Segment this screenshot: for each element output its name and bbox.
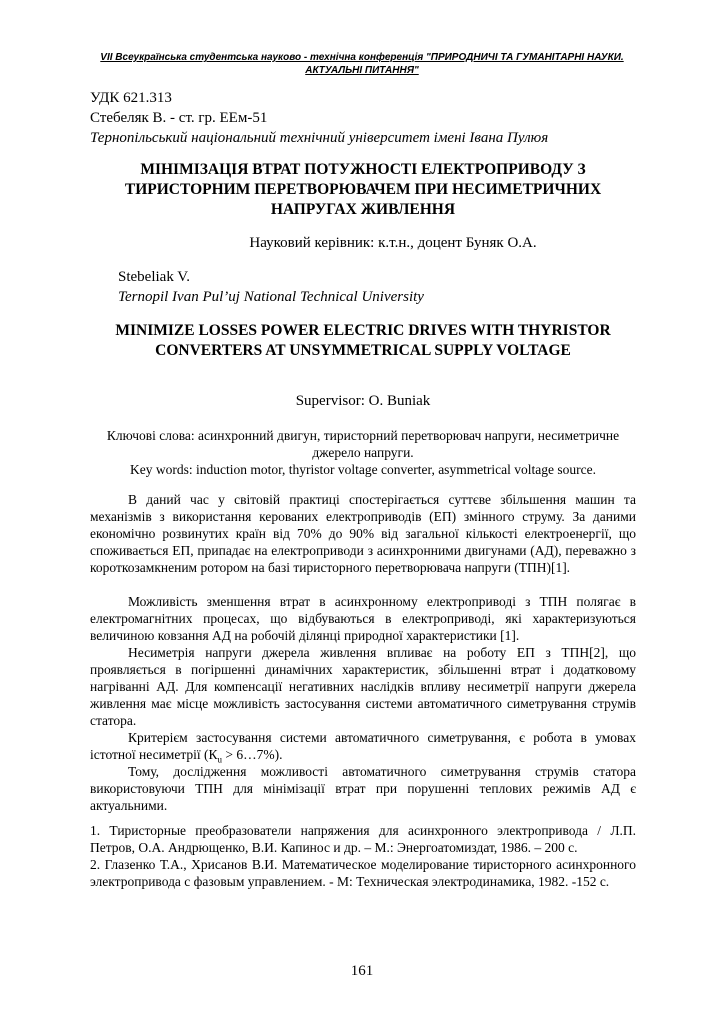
criterion-tail: > 6…7%). [222,747,283,762]
author-ua: Стебеляк В. - ст. гр. ЕЕм-51 [90,110,268,126]
keywords-en: Key words: induction motor, thyristor voltage converter, asymmetrical voltage source. [129,462,597,477]
supervisor-en: Supervisor: O. Buniak [295,393,431,409]
page-number: 161 [350,963,374,979]
body-paragraph: Несиметрія напруги джерела живлення впливає на роботу ЕП з ТПН[2], що проявляється в погіршенні динамічних характеристик, збільшенні втрат і додатковому нагріванні АД. Для компенсації негативних наслідків впливу несиметрії напруги джерела живлення має місце можливість застосування системи автоматичного симетрування струмів статора. [90,645,636,728]
body-paragraph: Тому, дослідження можливості автоматичного симетрування струмів статора використовуючи ТПН для мінімізації втрат при порушенні теплових режимів АД є актуальними. [90,764,636,813]
affiliation-ua: Тернопільський національний технічний університет імені Івана Пулюя [90,130,549,146]
body-paragraph: Можливість зменшення втрат в асинхронному електроприводі з ТПН полягає в електромагнітних процесах, що відбуваються в електроприводі, які характеризуються величиною ковзання АД на робочій ділянці природної характеристики [1]. [90,594,636,643]
affiliation-en: Ternopil Ivan Pul’uj National Technical University [118,289,424,305]
udk-code: УДК 621.313 [90,90,172,106]
body-paragraph: В даний час у світовій практиці спостерігається суттєве збільшення машин та механізмів з використання керованих електроприводів (ЕП) змінного струму. За даними економічно розвинутих країн від 70% до 90% від загальної кількості електроенергії, що споживається ЕП, припадає на електроприводи з асинхронними двигунами (АД), переважно з короткозамкненим ротором на базі тиристорного перетворювача напруги (ТПН)[1]. [90,492,636,575]
title-en: MINIMIZE LOSSES POWER ELECTRIC DRIVES WITH THYRISTOR CONVERTERS AT UNSYMMETRICAL SUPPLY VOLTAGE [115,322,611,359]
criterion-subscript: u [217,754,223,765]
conference-header: VII Всеукраїнська студентська науково - технічна конференція "ПРИРОДНИЧІ ТА ГУМАНІТАРНІ НАУКИ. АКТУАЛЬНІ ПИТАННЯ" [100,52,624,76]
criterion-text: Критерієм застосування системи автоматичного симетрування, є робота в умовах істотної несиметрії (К [90,730,636,762]
reference-item: 1. Тиристорные преобразователи напряжения для асинхронного электропривода / Л.П. Петров, О.А. Андрющенко, В.И. Капинос и др. – М.: Энергоатомиздат, 1986. – 200 с. [90,823,636,855]
keywords-ua: Ключові слова: асинхронний двигун, тиристорний перетворювач напруги, несиметричне джерело напруги. [106,428,620,460]
reference-item: 2. Глазенко Т.А., Хрисанов В.И. Математическое моделирование тиристорного асинхронного электропривода с фазовым управлением. - М: Техническая электродинамика, 1982. -152 с. [90,857,636,889]
title-ua: МІНІМІЗАЦІЯ ВТРАТ ПОТУЖНОСТІ ЕЛЕКТРОПРИВОДУ З ТИРИСТОРНИМ ПЕРЕТВОРЮВАЧЕМ ПРИ НЕСИМЕТРИЧНИХ НАПРУГАХ ЖИВЛЕННЯ [124,161,602,218]
author-en: Stebeliak V. [118,269,190,285]
supervisor-ua: Науковий керівник: к.т.н., доцент Буняк О.А. [249,235,537,251]
